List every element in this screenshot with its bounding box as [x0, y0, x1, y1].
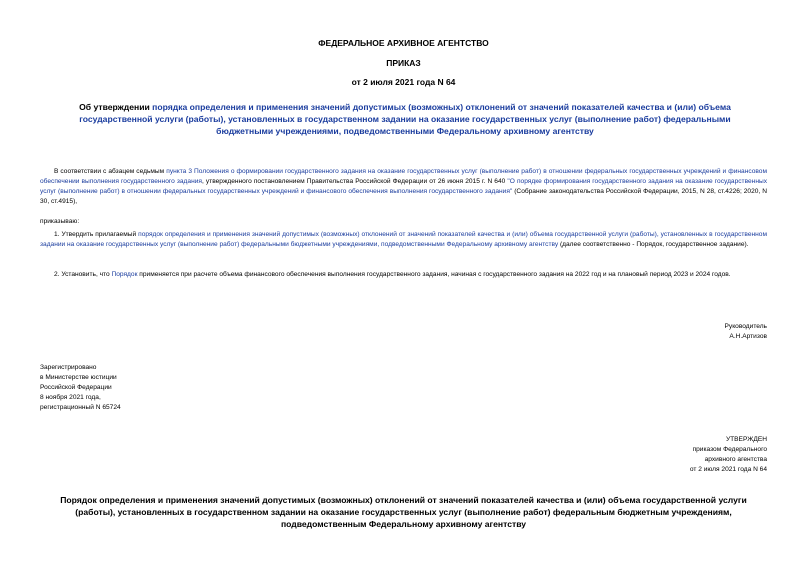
item-1-text-2: (далее соответственно - Порядок, государственное задание). [558, 241, 749, 248]
signature-name: А.Н.Артизов [729, 333, 767, 340]
preamble-text-2: , утвержденного постановлением Правительства Российской Федерации от 26 июня 2015 г. N 640 [201, 178, 508, 185]
preamble-link-1[interactable]: пункта 3 Положения о формировании государственного задания на оказание государственных услуг (выполнение работ) в отношении федеральных государственных учреждений и финансовом обеспечении выполнения государственного задания [40, 168, 767, 185]
doc-type-heading: ПРИКАЗ [386, 58, 421, 68]
approved-block [690, 435, 767, 475]
item-2-text-2: применяется при расчете объема финансового обеспечения выполнения государственного задания, начиная с государственного задания на 2022 год и на плановый период 2023 и 2024 годов. [137, 271, 731, 278]
registration-line-3: Российской Федерации [40, 384, 112, 391]
item-1-text-1: 1. Утвердить прилагаемый [54, 231, 139, 238]
title-link[interactable]: порядка определения и применения значений допустимых (возможных) отклонений от значений показателей качества и (или) объема государственной услуги (работы), установленных в государственном задании на оказание государственных услуг (выполнение работ) федеральными бюджетными учреждениями, подведомственными Федеральному архивному агентству [79, 102, 731, 136]
preamble-link-2[interactable]: "О порядке формирования государственного задания на оказание государственных услуг (выполнение работ) в отношении федеральных государственных учреждений и финансового обеспечения выполнения государственного задания" [40, 178, 767, 195]
registration-line-2: в Министерстве юстиции [40, 374, 117, 381]
agency-heading: ФЕДЕРАЛЬНОЕ АРХИВНОЕ АГЕНТСТВО [318, 38, 489, 48]
item-1 [40, 230, 767, 250]
approved-line-2: приказом Федерального [692, 446, 767, 453]
order-title [60, 101, 750, 137]
signature-block [725, 322, 767, 342]
registration-block [40, 363, 121, 413]
approved-line-4: от 2 июля 2021 года N 64 [689, 466, 767, 473]
preamble-text-1: В соответствии с абзацем седьмым [54, 168, 167, 175]
annex-title: Порядок определения и применения значений допустимых (возможных) отклонений от значений показателей качества и (или) объема государственной услуги (работы), установленных в государственном задании на оказание государственных услуг (выполнение работ) федеральным бюджетным учреждениям, подведомственным Федеральному архивному агентству [60, 495, 747, 529]
title-prefix: Об утверждении [79, 102, 153, 112]
item-2-text-1: 2. Установить, что [54, 271, 112, 278]
preamble-text-3: (Собрание законодательства Российской Федерации, 2015, N 28, ст.4226; 2020, N 30, ст.4915), [40, 188, 768, 205]
preamble-paragraph [40, 167, 767, 207]
registration-line-4: 8 ноября 2021 года, [40, 394, 101, 401]
date-number: от 2 июля 2021 года N 64 [351, 77, 456, 87]
approved-line-3: архивного агентства [704, 456, 767, 463]
item-2-link[interactable]: Порядок [111, 271, 138, 278]
orders-word: приказываю: [40, 218, 80, 225]
item-1-link[interactable]: порядок определения и применения значений допустимых (возможных) отклонений от значений показателей качества и (или) объема государственной услуги (работы), установленных в государственном задании на оказание государственных услуг (выполнение работ) федеральными бюджетными учреждениями, подведомственными Федеральному архивному агентству [40, 231, 767, 248]
registration-line-1: Зарегистрировано [40, 364, 97, 371]
registration-line-5: регистрационный N 65724 [40, 404, 121, 411]
item-2 [40, 270, 767, 280]
signature-role: Руководитель [724, 323, 767, 330]
approved-line-1: УТВЕРЖДЕН [725, 436, 767, 443]
